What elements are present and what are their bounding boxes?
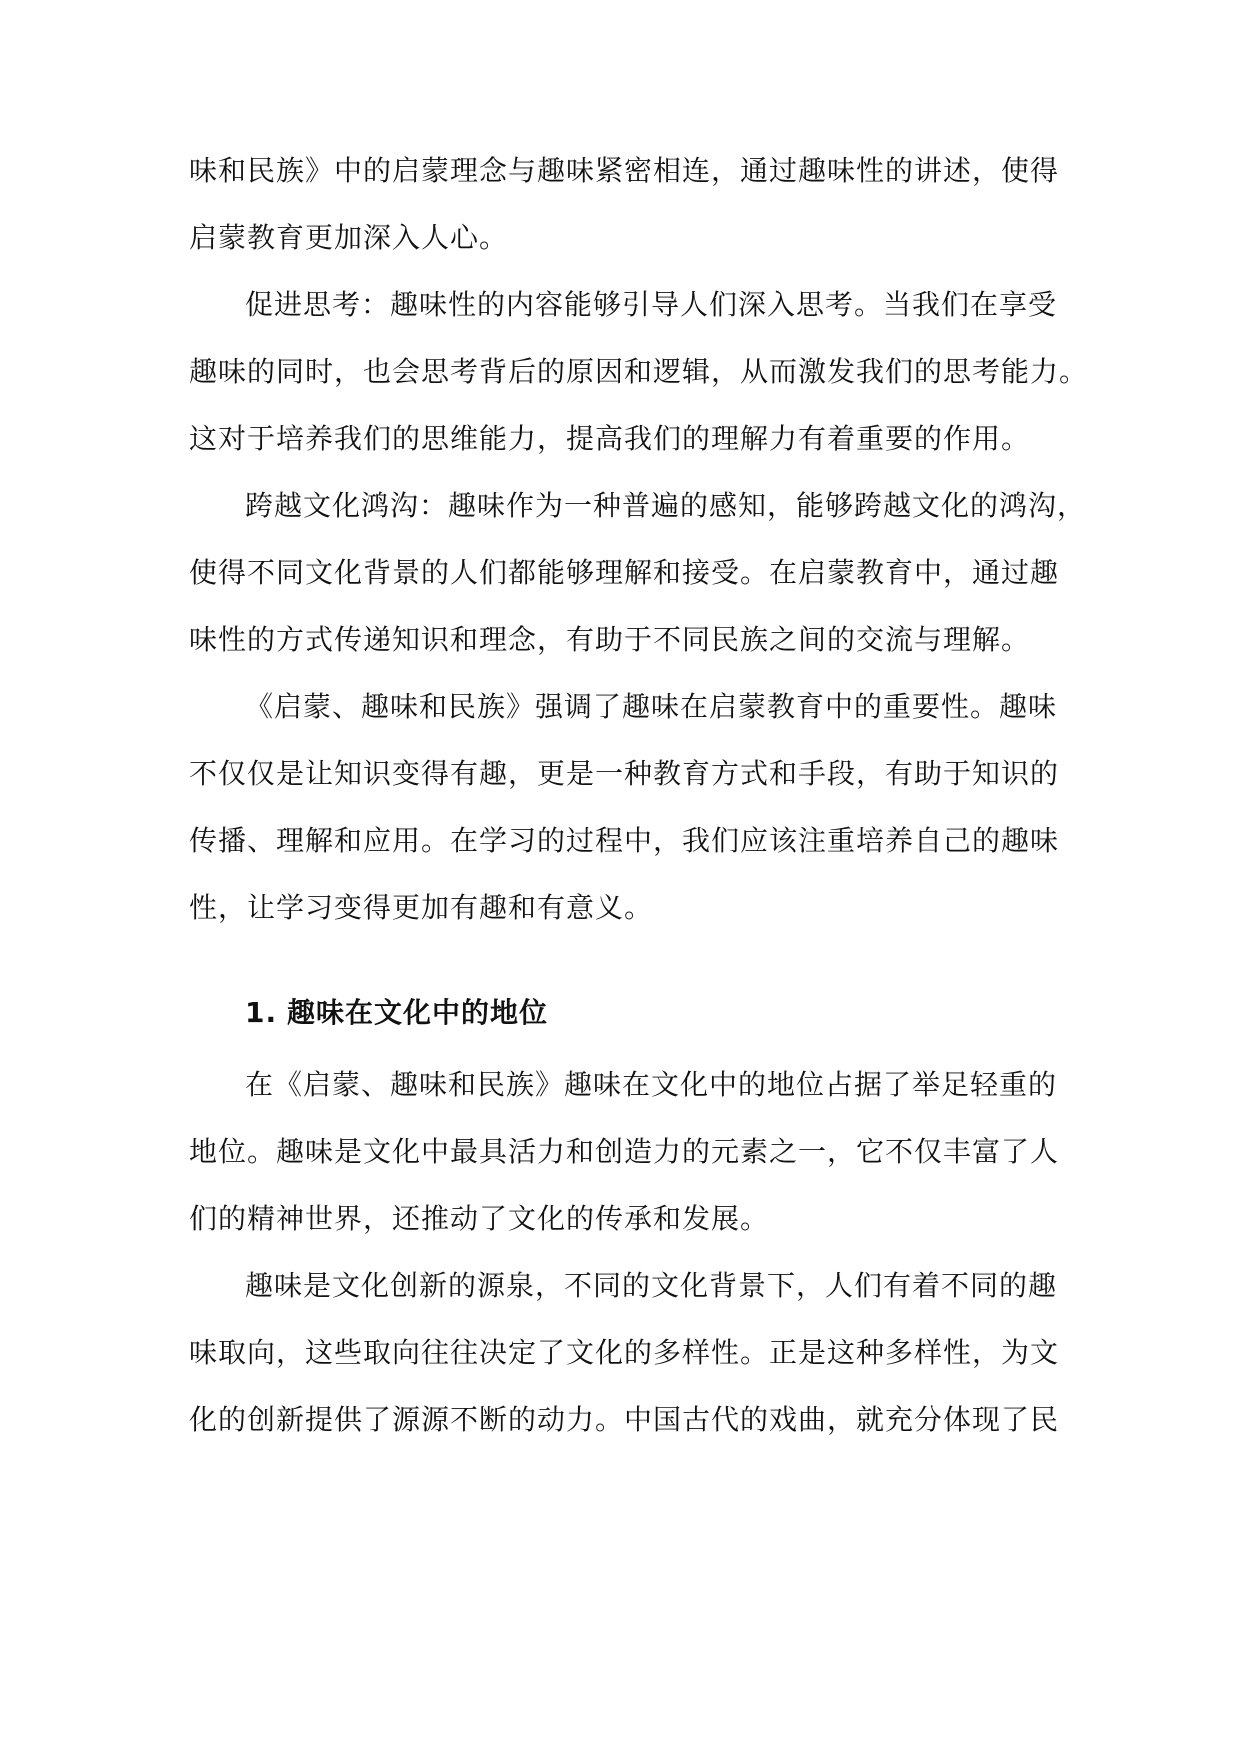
text-line: 味和民族》中的启蒙理念与趣味紧密相连，通过趣味性的讲述，使得 <box>189 154 1060 187</box>
paragraph <box>189 141 1060 275</box>
text-line: 味性的方式传递知识和理念，有助于不同民族之间的交流与理解。 <box>189 623 1031 656</box>
text-line: 《启蒙、趣味和民族》强调了趣味在启蒙教育中的重要性。趣味 <box>245 690 1058 723</box>
paragraph <box>189 1256 1060 1457</box>
text-line: 在《启蒙、趣味和民族》趣味在文化中的地位占据了举足轻重的 <box>245 1068 1058 1101</box>
section-heading <box>189 983 1055 1055</box>
text-line: 味取向，这些取向往往决定了文化的多样性。正是这种多样性，为文 <box>189 1336 1060 1369</box>
paragraph <box>189 476 1087 677</box>
section-spacer <box>189 945 1055 983</box>
text-line: 不仅仅是让知识变得有趣，更是一种教育方式和手段，有助于知识的 <box>189 757 1060 790</box>
section-title: 趣味在文化中的地位 <box>287 996 549 1029</box>
section-number: 1. <box>245 996 278 1029</box>
text-line: 跨越文化鸿沟：趣味作为一种普遍的感知，能够跨越文化的鸿沟， <box>245 489 1087 522</box>
text-line: 们的精神世界，还推动了文化的传承和发展。 <box>189 1202 770 1235</box>
paragraph <box>189 1055 1060 1256</box>
text-line: 传播、理解和应用。在学习的过程中，我们应该注重培养自己的趣味 <box>189 824 1060 857</box>
text-line: 化的创新提供了源源不断的动力。中国古代的戏曲，就充分体现了民 <box>189 1403 1060 1436</box>
text-line: 性，让学习变得更加有趣和有意义。 <box>189 891 654 924</box>
document-body <box>189 141 1089 1457</box>
text-line: 趣味的同时，也会思考背后的原因和逻辑，从而激发我们的思考能力。 <box>189 355 1089 388</box>
paragraph <box>189 677 1060 945</box>
text-line: 这对于培养我们的思维能力，提高我们的理解力有着重要的作用。 <box>189 422 1031 455</box>
text-line: 趣味是文化创新的源泉，不同的文化背景下，人们有着不同的趣 <box>245 1269 1058 1302</box>
text-line: 地位。趣味是文化中最具活力和创造力的元素之一，它不仅丰富了人 <box>189 1135 1060 1168</box>
paragraph <box>189 275 1089 476</box>
text-line: 使得不同文化背景的人们都能够理解和接受。在启蒙教育中，通过趣 <box>189 556 1060 589</box>
text-line: 促进思考：趣味性的内容能够引导人们深入思考。当我们在享受 <box>245 288 1058 321</box>
text-line: 启蒙教育更加深入人心。 <box>189 221 509 254</box>
